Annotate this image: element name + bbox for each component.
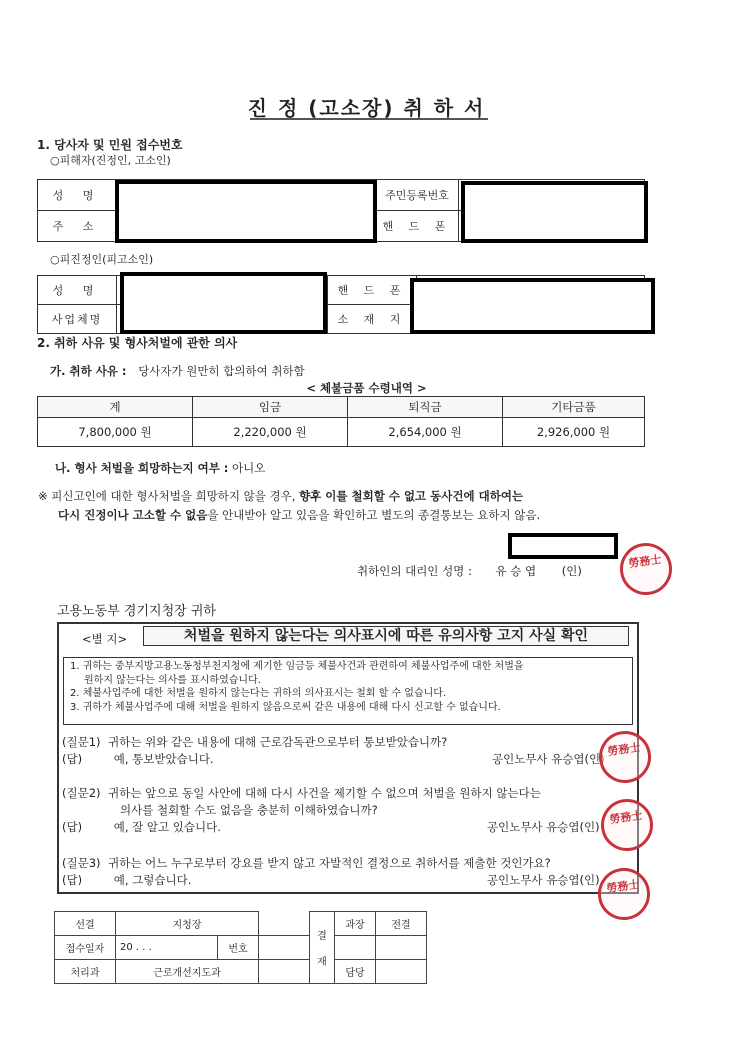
- proc-gyeol-jae: [310, 912, 335, 984]
- signature-name: 유 승 엽: [495, 564, 537, 578]
- note-line1-b: 향후 이를 철회할 수 없고 동사건에 대하여는: [299, 489, 524, 503]
- proc-gyeol: 결: [317, 931, 327, 942]
- proc-receipt-label: 접수일자: [55, 936, 116, 960]
- value-other: 2,926,000 원: [503, 418, 645, 447]
- respondent-heading: ○피진정인(피고소인): [50, 253, 154, 266]
- receipt-table: [37, 396, 645, 447]
- value-severance: 2,654,000 원: [348, 418, 503, 447]
- q3-text: 귀하는 어느 누구로부터 강요를 받지 않고 자발적인 결정으로 취하서를 제출한 것인가요?: [108, 856, 551, 870]
- title-underline: [250, 118, 488, 120]
- proc-damdang: 담당: [335, 960, 376, 984]
- a2-text: 예, 잘 알고 있습니다.: [113, 820, 221, 834]
- header-wage: 임금: [193, 397, 348, 418]
- victim-address-label: 주 소: [38, 211, 117, 242]
- redaction-respondent-name-business: [120, 272, 327, 334]
- header-severance: 퇴직금: [348, 397, 503, 418]
- victim-phone-label: 핸 드 폰: [376, 211, 459, 242]
- proc-number-label: 번호: [217, 936, 258, 960]
- redaction-signature: [508, 533, 618, 559]
- punish-value: 아니오: [232, 461, 266, 475]
- proc-receipt-value: 20 . . .: [116, 936, 218, 960]
- proc-dept-value: 근로개선지도과: [116, 960, 259, 984]
- a2-label: (답): [62, 820, 83, 834]
- addressee: 고용노동부 경기지청장 귀하: [57, 604, 216, 619]
- receipt-header-row: [38, 397, 645, 418]
- victim-name-label: 성 명: [38, 180, 117, 211]
- q1-signer: 공인노무사 유승엽(인): [492, 752, 605, 766]
- q2-text: 귀하는 앞으로 동일 사안에 대해 다시 사건을 제기할 수 없으며 처벌을 원하지 않는다는: [108, 786, 541, 800]
- a1-text: 예, 통보받았습니다.: [113, 752, 214, 766]
- value-wage: 2,220,000 원: [193, 418, 348, 447]
- punish-label: 나. 형사 처벌을 희망하는지 여부 :: [55, 461, 229, 475]
- respondent-location-label: 소 재 지: [328, 305, 417, 334]
- proc-gwajang: 과장: [335, 912, 376, 936]
- receipt-title: < 체불금품 수령내역 >: [306, 381, 427, 395]
- q2-signer: 공인노무사 유승엽(인): [487, 820, 600, 834]
- notice-item-3: 3. 귀하가 체불사업주에 대해 처벌을 원하지 않음으로써 같은 내용에 대해 다시 신고할 수 없습니다.: [70, 701, 501, 713]
- section2-heading: 2. 취하 사유 및 형사처벌에 관한 의사: [37, 336, 238, 350]
- note-line2-a: 다시 진정이나 고소할 수 없음: [58, 508, 208, 522]
- q2-text-cont: 의사를 철회할 수도 없음을 충분히 이해하였습니까?: [120, 803, 378, 817]
- proc-dept-label: 처리과: [55, 960, 116, 984]
- proc-jae: 재: [317, 957, 327, 968]
- notice-items: [63, 657, 633, 725]
- victim-heading: ○피해자(진정인, 고소인): [50, 154, 171, 167]
- proc-number-value: [259, 936, 310, 960]
- proc-jeongyeol: 전결: [376, 912, 427, 936]
- redaction-victim-name-address: [115, 180, 377, 243]
- notice-item-1: 1. 귀하는 중부지방고용노동청부천지청에 제기한 임금등 체불사건과 관련하여 체불사업주에 대한 처벌을: [70, 661, 524, 672]
- redaction-respondent-phone-location: [410, 278, 655, 334]
- signature-label: 취하인의 대리인 성명 :: [357, 564, 472, 578]
- proc-jicheongjang: 지청장: [116, 912, 259, 936]
- seal-text: 勞務士: [627, 552, 663, 571]
- q1-label: (질문1): [62, 735, 101, 749]
- seal-text: 勞務士: [606, 740, 642, 759]
- q3-signer: 공인노무사 유승엽(인): [487, 873, 600, 887]
- notice-item-1-cont: 원하지 않는다는 의사를 표시하였습니다.: [84, 674, 261, 686]
- section1-heading: 1. 당사자 및 민원 접수번호: [37, 138, 183, 152]
- header-total: 계: [38, 397, 193, 418]
- notice-item-2: 2. 체불사업주에 대한 처벌을 원하지 않는다는 귀하의 의사표시는 철회 할 수 없습니다.: [70, 688, 447, 699]
- seal-stamp-signature: [617, 540, 676, 599]
- note-line1-a: ※ 피신고인에 대한 형사처벌을 희망하지 않을 경우,: [38, 489, 296, 503]
- notice-tag: <별 지>: [82, 632, 128, 646]
- processing-table: [54, 911, 427, 984]
- header-other: 기타금품: [503, 397, 645, 418]
- q3-label: (질문3): [62, 856, 101, 870]
- redaction-victim-rrn-phone: [461, 181, 648, 243]
- notice-title: 처벌을 원하지 않는다는 의사표시에 따른 유의사항 고지 사실 확인: [143, 626, 629, 646]
- a1-label: (답): [62, 752, 83, 766]
- q1-text: 귀하는 위와 같은 내용에 대해 근로감독관으로부터 통보받았습니까?: [108, 735, 448, 749]
- note-line2-b: 을 안내받아 알고 있음을 확인하고 별도의 종결통보는 요하지 않음.: [207, 508, 541, 522]
- proc-sungyeol: 선결: [55, 912, 116, 936]
- reason-text: 당사자가 원만히 합의하여 취하함: [138, 364, 305, 378]
- respondent-business-label: 사업체명: [38, 305, 117, 334]
- a3-text: 예, 그렇습니다.: [113, 873, 192, 887]
- respondent-phone-label: 핸 드 폰: [328, 276, 417, 305]
- victim-rrn-label: 주민등록번호: [376, 180, 459, 211]
- document-title: 진 정 (고소장) 취 하 서: [247, 96, 486, 120]
- reason-label: 가. 취하 사유 :: [50, 364, 127, 378]
- signature-seal-mark: (인): [561, 564, 582, 578]
- q2-label: (질문2): [62, 786, 101, 800]
- seal-text: 勞務士: [605, 877, 641, 896]
- seal-text: 勞務士: [608, 808, 644, 827]
- value-total: 7,800,000 원: [38, 418, 193, 447]
- respondent-name-label: 성 명: [38, 276, 117, 305]
- receipt-value-row: [38, 418, 645, 447]
- a3-label: (답): [62, 873, 83, 887]
